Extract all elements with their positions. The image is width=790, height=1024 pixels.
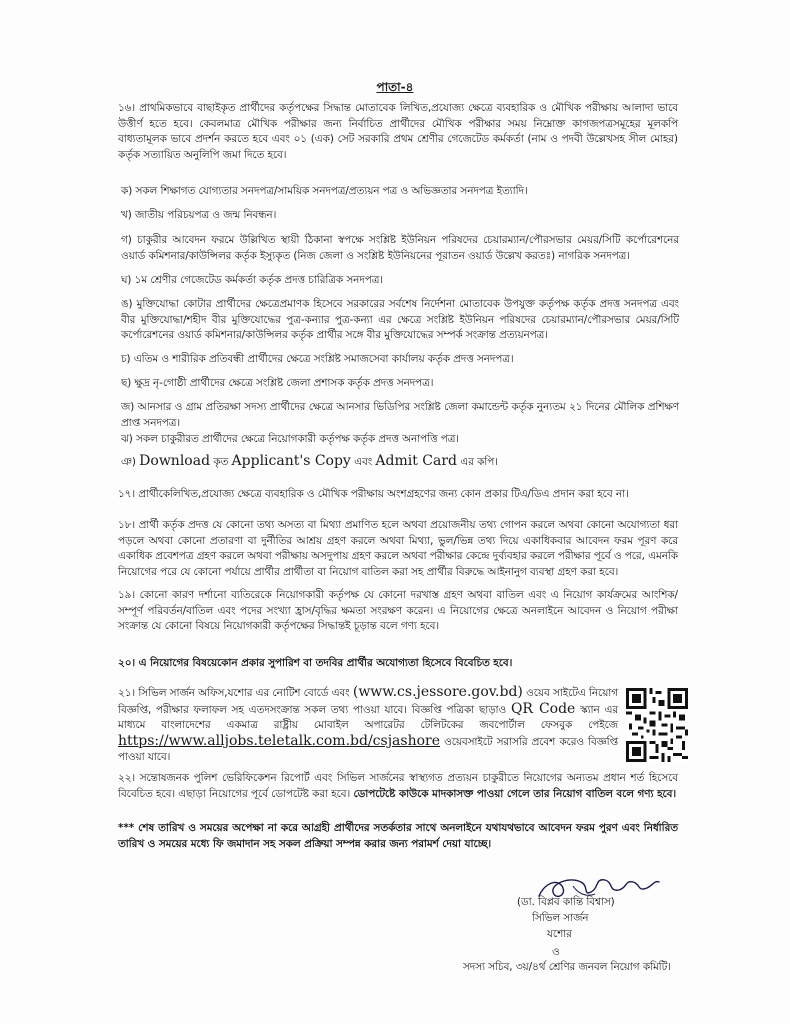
clause-16: ১৬। প্রাথমিকভাবে বাছাইকৃত প্রার্থীদের কর্তৃপক্ষের সিদ্ধান্ত মোতাবেক লিখিত,প্রযোজ্য ক্ষেত্রে ব্যবহারিক ও মৌখিক পরীক্ষায় আলাদা ভাবে উত্তীর্ণ হতে হবে। কেবলমাত্র মৌখিক পরীক্ষার জন্য নির্বাচিত প্রার্থীদের মৌখিক পরীক্ষার সময় নিম্নোক্ত কাগজপত্রসমূহের মূলকপি বাধ্যতামূলক ভাবে প্রদর্শন করতে হবে এবং ০১ (এক) সেট সরকারি প্রথম শ্রেণীর গেজেটেড কর্মকর্তা (নাম ও পদবী উল্লেখসহ সীল মোহর) কর্তৃক সত্যায়িত অনুলিপি জমা দিতে হবে। bbox=[118, 102, 678, 161]
clause-22-text-b: ডোপটেষ্টে কাউকে মাদকাসক্ত পাওয়া গেলে তার নিয়োগ বাতিল বলে গণ্য হবে। bbox=[353, 787, 677, 800]
nya-applicant-copy: Applicant's Copy bbox=[231, 453, 351, 469]
list-item-chha: ছ) ক্ষুদ্র নৃ-গোষ্ঠী প্রার্থীদের ক্ষেত্রে সংশ্লিষ্ট জেলা প্রশাসক কর্তৃক প্রদত্ত সনদপত্র। bbox=[121, 377, 434, 389]
list-item-nga: ঙ) মুক্তিযোদ্ধা কোটার প্রার্থীদের ক্ষেত্রেপ্রমাণক হিসেবে সরকারের সর্বশেষ নির্দেশনা মোতাবেক উপযুক্ত কর্তৃপক্ষ কর্তৃক প্রদত্ত সনদপত্র এবং বীর মুক্তিযোদ্ধা/শহীদ বীর মুক্তিযোদ্ধের পুত্র-কন্যার পুত্র-কন্যা এর ক্ষেত্রে সংশ্লিষ্ট ইউনিয়ন পরিষদের চেয়ারম্যান/পৌরসভার মেয়র/সিটি কর্পোরেশনের ওয়ার্ড কমিশনার/কাউন্সিলর কর্তৃক প্রার্থীর সঙ্গে বীর মুক্তিযোদ্ধের সম্পর্ক সংক্রান্ত প্রত্যয়নপত্র। bbox=[121, 298, 679, 342]
signatory-place: যশোর bbox=[547, 928, 572, 940]
list-item-gha: ঘ) ১ম শ্রেণীর গেজেটেড কর্মকর্তা কর্তৃক প্রদত্ত চারিত্রিক সনদপত্র। bbox=[121, 274, 383, 286]
list-item-ga: গ) চাকুরীর আবেদন ফরমে উল্লিখিত স্থায়ী ঠিকানা স্বপক্ষে সংশ্লিষ্ট ইউনিয়ন পরিষদের চেয়ারম্যান/পৌরসভার মেয়র/সিটি কর্পোরেশনের ওয়ার্ড কমিশনার/কাউন্সিলর কর্তৃক ইস্যুকৃত (নিজ জেলা ও সংশ্লিষ্ট ইউনিয়নের পূরাতন ওয়ার্ড উল্লেখ করতঃ) নাগরিক সনদপত্র। bbox=[121, 234, 679, 262]
nya-download: Download bbox=[139, 453, 211, 469]
clause-21-text-b: ওয়েব সাইটেএ নিয়োগ বিজ্ঞপ্তি, পরীক্ষার ফলাফল সহ এতদসংক্রান্ত সকল তথ্য পাওয়া যাবে। বিজ্ঞপ্তি পত্রিকা ছাড়াও bbox=[118, 687, 618, 716]
page-number: পাতা-৪ bbox=[376, 80, 414, 94]
list-item-ja: জ) আনসার ও গ্রাম প্রতিরক্ষা সদস্য প্রার্থীদের ক্ষেত্রে আনসার ভিডিপির সংশ্লিষ্ট জেলা কমান্ডেন্ট কর্তৃক নুন্যতম ২১ দিনের মৌলিক প্রশিক্ষণ প্রাপ্ত সনদপত্র। bbox=[121, 401, 679, 429]
list-item-nya bbox=[121, 454, 679, 471]
clause-22-text-a: ২২। সন্তোষজনক পুলিশ ভেরিফিকেশন রিপোর্ট এবং সিভিল সার্জনের স্বাস্থ্যগত প্রত্যয়ন চাকুরীতে নিয়োগের অন্যতম প্রধান শর্ত হিসেবে বিবেচিত হবে। এছাড়া নিয়োগের পূর্বে ডোপটেষ্ট করা হবে। bbox=[118, 772, 678, 800]
teletalk-link[interactable]: https://www.alljobs.teletalk.com.bd/csjashore bbox=[118, 732, 440, 749]
nya-admit-card: Admit Card bbox=[375, 453, 458, 469]
list-item-jha: ঝ) সকল চাকুরীরত প্রার্থীদের ক্ষেত্রে নিয়োগকারী কর্তৃপক্ষ কর্তৃক প্রদত্ত অনাপত্তি পত্র। bbox=[121, 433, 459, 445]
clause-21 bbox=[118, 685, 618, 766]
website-url: (www.cs.jessore.gov.bd) bbox=[352, 684, 523, 700]
deadline-notice: *** শেষ তারিখ ও সময়ের অপেক্ষা না করে আগ্রহী প্রার্থীদের সতর্কতার সাথে অনলাইনে যথাযথভাবে আবেদন ফরম পুরণ এবং নির্ধারিত তারিখ ও সময়ের মধ্যে ফি জমাদান সহ সকল প্রক্রিয়া সম্পন্ন করার জন্য পরামর্শ দেয়া যাচ্ছে। bbox=[118, 822, 678, 850]
list-item-kha: খ) জাতীয় পরিচয়পত্র ও জন্ম নিবন্ধন। bbox=[121, 209, 277, 221]
signatory-title: সিভিল সার্জন bbox=[532, 912, 589, 924]
nya-mid2: এবং bbox=[350, 456, 376, 468]
signatory-name: (ডা. বিপ্লব কান্তি বিশ্বাস) bbox=[517, 896, 615, 908]
clause-18: ১৮। প্রার্থী কর্তৃক প্রদত্ত যে কোনো তথ্য অসত্য বা মিথ্যা প্রমাণিত হলে অথবা প্রয়োজনীয় তথ্য গোপন করলে অথবা কোনো অযোগ্যতা ধরা পড়লে অথবা কোনো প্রতারণা বা দুর্নীতির আশ্রয় গ্রহণ করলে অথবা মিথ্যা, ভুল/ভিন্ন তথ্য দিয়ে একাধিকবার আবেদন ফরম পূরণ করে একাধিক প্রবেশপত্র গ্রহণ করলে অথবা পরীক্ষায় অসদুপায় গ্রহণ করলে অথবা পরীক্ষার কেন্দ্রে দুর্ব্যবহার করলে পরীক্ষার পূর্বে ও পরে, এমনকি নিয়োগের পরে যে কোনো পর্যায়ে প্রার্থীর প্রার্থীতা বা নিয়োগ বাতিল করা সহ প্রার্থীর বিরুদ্ধে আইনানুগ ব্যবস্থা গ্রহণ করা হবে। bbox=[118, 519, 678, 578]
clause-21-text-c: স্ক্যান এর মাধ্যমে বাংলাদেশের একমাত্র রাষ্ট্রীয় মোবাইল অপারেটর টেলিটকের জবপোর্টাল ফেসবুক পেইজে bbox=[118, 703, 618, 732]
qr-code-label: QR Code bbox=[510, 700, 576, 717]
clause-21-text-a: ২১। সিভিল সার্জন অফিস,যশোর এর নোটিশ বোর্ডে এবং bbox=[118, 687, 353, 699]
committee-role: সদস্য সচিব, ৩য়/৪র্থ শ্রেণির জনবল নিয়োগ কমিটি। bbox=[463, 961, 671, 973]
list-item-ka: ক) সকল শিক্ষাগত যোগ্যতার সনদপত্র/সাময়িক সনদপত্র/প্রত্যয়ন পত্র ও অভিজ্ঞতার সনদপত্র ইত্যাদি। bbox=[121, 185, 528, 197]
clause-17: ১৭। প্রার্থীকেলিখিত,প্রযোজ্য ক্ষেত্রে ব্যবহারিক ও মৌখিক পরীক্ষায় অংশগ্রহণের জন্য কোন প্রকার টিএ/ডিএ প্রদান করা হবে না। bbox=[118, 488, 629, 500]
conjunction-text: ও bbox=[552, 946, 560, 958]
qr-code-image bbox=[626, 688, 688, 762]
nya-suffix: এর কপি। bbox=[457, 456, 498, 468]
clause-20: ২০। এ নিয়োগের বিষয়েকোন প্রকার সুপারিশ বা তদবির প্রার্থীর অযোগ্যতা হিসেবে বিবেচিত হবে। bbox=[118, 657, 513, 669]
nya-prefix: ঞ) bbox=[121, 456, 140, 468]
clause-19: ১৯। কোনো কারণ দর্শানো ব্যতিরেকে নিয়োগকারী কর্তৃপক্ষ যে কোনো দরখাস্ত গ্রহণ অথবা বাতিল এবং এ নিয়োগ কার্যক্রমের আংশিক/সম্পূর্ণ পরিবর্তন/বাতিল এবং পদের সংখ্যা হ্রাস/বৃদ্ধির ক্ষমতা সংরক্ষণ করেন। এ নিয়োগের ক্ষেত্রে অনলাইনে আবেদন ও নিয়োগ পরীক্ষা সংক্রান্ত যে কোনো বিষয়ে নিয়োগকারী কর্তৃপক্ষের সিদ্ধান্তই চূড়ান্ত বলে গণ্য হবে। bbox=[118, 589, 678, 633]
nya-mid1: কৃত bbox=[210, 456, 232, 468]
list-item-cha: চ) এতিম ও শারীরিক প্রতিবন্ধী প্রার্থীদের ক্ষেত্রে সংশ্লিষ্ট সমাজসেবা কার্যালয় কর্তৃক প্রদত্ত সনদপত্র। bbox=[121, 353, 514, 365]
clause-21-text-d: ওয়েবসাইটে সরাসরি প্রবেশ করেও বিজ্ঞপ্তি পাওয়া যাবে। bbox=[118, 735, 618, 764]
clause-22 bbox=[118, 771, 678, 802]
